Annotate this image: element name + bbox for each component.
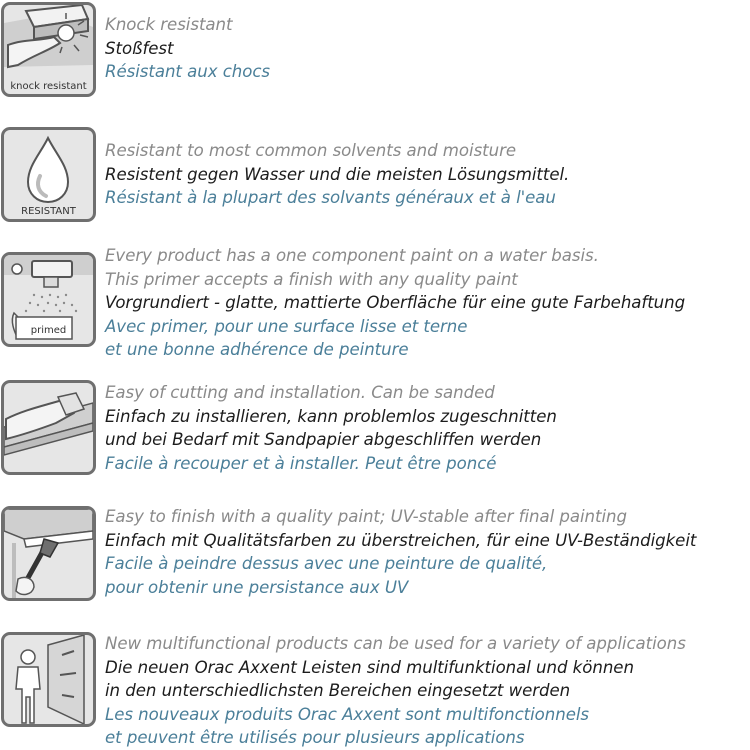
german-text: Einfach mit Qualitätsfarben zu überstreichen, für eine UV-Beständigkeit — [105, 530, 697, 550]
german-text: Resistent gegen Wasser und die meisten Lösungsmittel. — [105, 164, 570, 184]
paint-brush-icon — [1, 506, 96, 601]
french-text: et peuvent être utilisés pour plusieurs applications — [105, 728, 525, 747]
french-text: et une bonne adhérence de peinture — [105, 340, 409, 359]
icon-caption: primed — [30, 325, 67, 336]
french-text: Facile à peindre dessus avec une peinture de qualité, — [105, 554, 548, 573]
feature-text — [105, 505, 750, 599]
french-text: Avec primer, pour une surface lisse et terne — [105, 316, 468, 336]
french-text: Facile à recouper et à installer. Peut être poncé — [105, 453, 497, 473]
german-text: in den unterschiedlichsten Bereichen eingesetzt werden — [105, 681, 571, 700]
english-text: Easy of cutting and installation. Can be sanded — [105, 383, 495, 402]
water-drop-icon — [1, 127, 96, 222]
icon-caption: RESISTANT — [21, 206, 76, 217]
feature-text — [105, 139, 750, 210]
spray-nozzle-icon — [1, 252, 96, 347]
french-text: Résistant aux chocs — [105, 62, 271, 81]
english-text: Resistant to most common solvents and moisture — [105, 141, 517, 160]
german-text: Stoßfest — [105, 38, 174, 58]
feature-text — [105, 381, 750, 475]
english-text: Every product has a one component paint on a water basis. — [105, 246, 599, 265]
knock-resistant-icon — [1, 2, 96, 97]
german-text: Die neuen Orac Axxent Leisten sind multifunktional und können — [105, 657, 634, 677]
english-text: This primer accepts a finish with any quality paint — [105, 269, 518, 289]
person-room-icon — [1, 632, 96, 727]
feature-text — [105, 13, 750, 84]
english-text: New multifunctional products can be used for a variety of applications — [105, 634, 686, 653]
german-text: und bei Bedarf mit Sandpapier abgeschliffen werden — [105, 430, 542, 449]
french-text: Les nouveaux produits Orac Axxent sont multifonctionnels — [105, 704, 590, 724]
feature-text — [105, 244, 750, 362]
german-text: Einfach zu installieren, kann problemlos zugeschnitten — [105, 406, 557, 426]
icon-caption: knock resistant — [10, 81, 87, 92]
french-text: Résistant à la plupart des solvants généraux et à l'eau — [105, 188, 556, 207]
german-text: Vorgrundiert - glatte, mattierte Oberfläche für eine gute Farbehaftung — [105, 293, 686, 312]
sanding-hand-icon — [1, 380, 96, 475]
feature-text — [105, 632, 750, 750]
english-text: Knock resistant — [105, 15, 233, 34]
english-text: Easy to finish with a quality paint; UV-stable after final painting — [105, 507, 627, 526]
french-text: pour obtenir une persistance aux UV — [105, 577, 409, 597]
